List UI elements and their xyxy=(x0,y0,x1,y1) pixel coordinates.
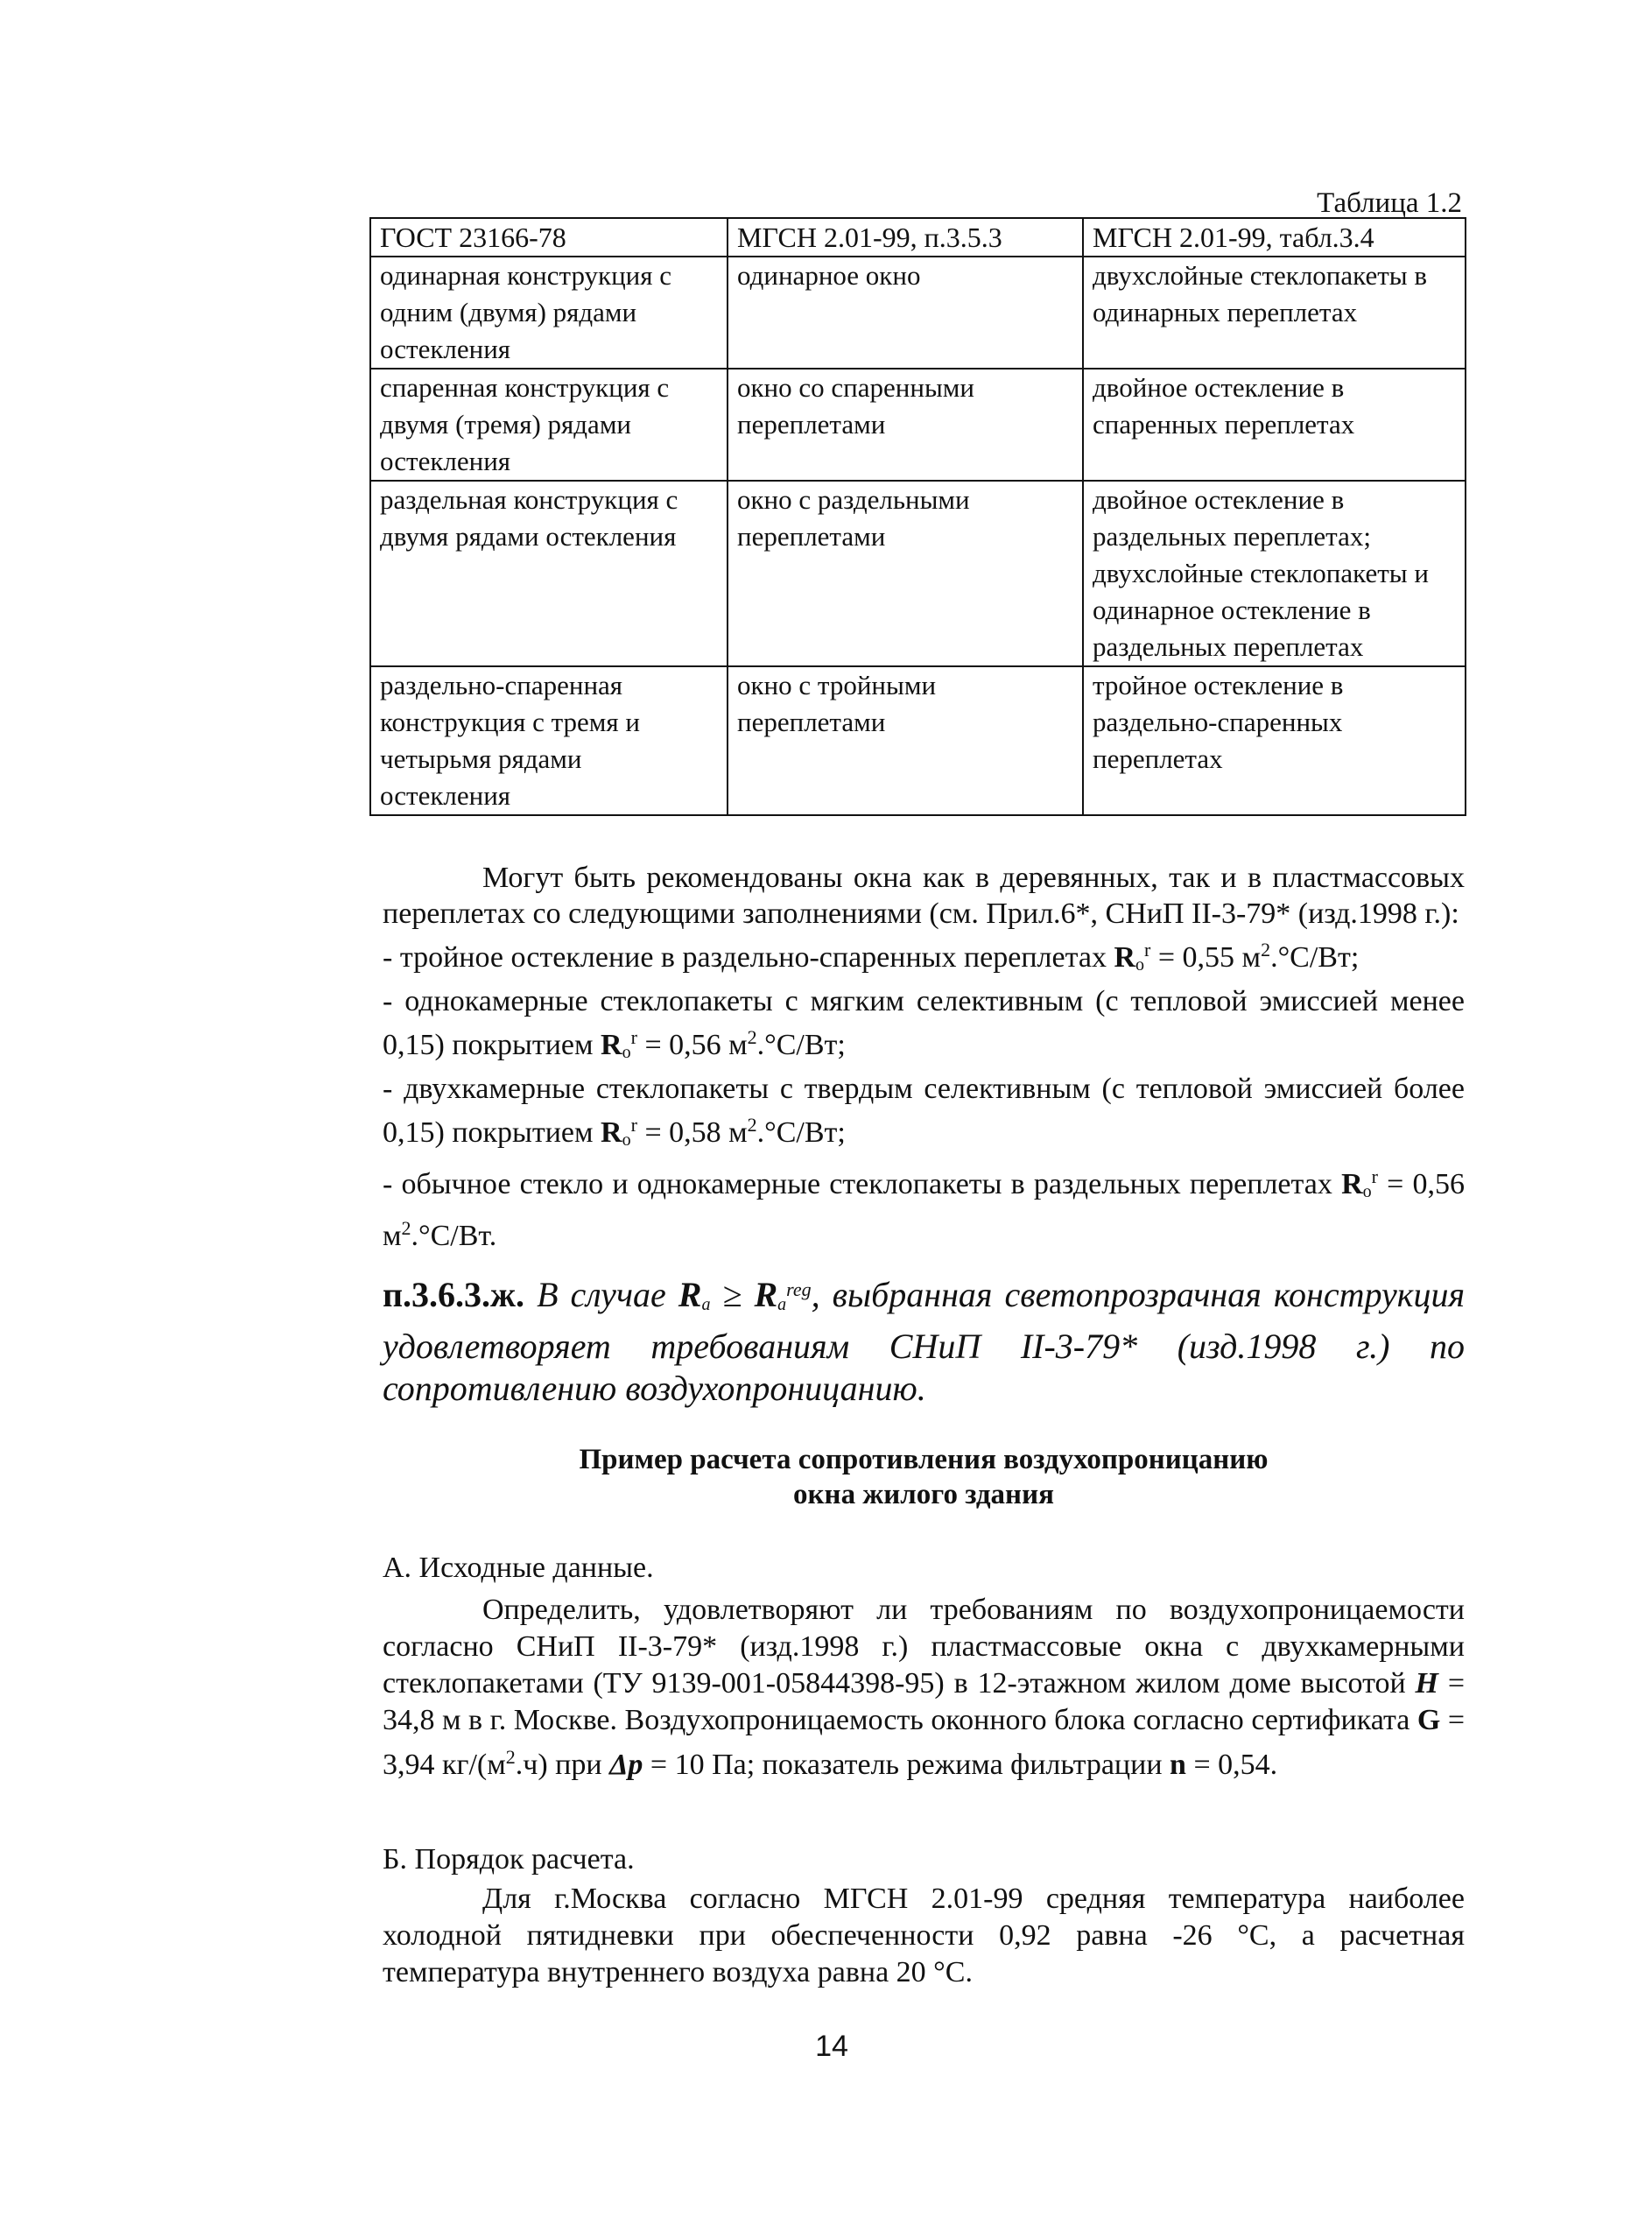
clause-ref: п.3.6.3.ж. xyxy=(383,1275,525,1314)
table-cell: двойное остекление в спаренных переплетах xyxy=(1083,369,1466,481)
table-row xyxy=(370,666,1466,815)
header-cell: МГСН 2.01-99, табл.3.4 xyxy=(1083,218,1466,257)
section-b-text: Для г.Москва согласно МГСН 2.01-99 средняя температура наиболее холодной пятидневки при обеспеченности 0,92 равна -26 °С, а расчетная температура внутреннего воздуха равна 20 °С. xyxy=(383,1883,1465,1988)
table-cell: двойное остекление в раздельных переплетах; двухслойные стеклопакеты и одинарное остекление в раздельных переплетах xyxy=(1083,481,1466,666)
section-b-heading: Б. Порядок расчета. xyxy=(383,1843,635,1876)
table-row xyxy=(370,369,1466,481)
table-cell: раздельная конструкция с двумя рядами остекления xyxy=(370,481,728,666)
table-cell: окно со спаренными переплетами xyxy=(728,369,1083,481)
glazing-comparison-table xyxy=(369,217,1466,816)
table-caption: Таблица 1.2 xyxy=(1317,187,1462,219)
recommendation-item: - тройное остекление в раздельно-спаренных переплетах $R_o^r = 0,55$ $м^2.^\circ С/Вт$; xyxy=(383,939,1360,975)
clause-paragraph: п.3.6.3.ж. В случае $R_a \ge R_a^{reg}$, выбранная светопрозрачная конструкция удовлетворяет требованиям СНиП II-3-79* (изд.1998 г.) по сопротивлению воздухопроницанию. xyxy=(383,1275,1466,1408)
table-row xyxy=(370,257,1466,369)
recommendation-item: - однокамерные стеклопакеты с мягким селективным (с тепловой эмиссией менее 0,15) покрытием $R_o^r = 0,56$ $м^2.^\circ С/Вт$; xyxy=(383,985,1465,1062)
recommendation-item: - двухкамерные стеклопакеты с твердым селективным (с тепловой эмиссией более 0,15) покрытием $R_o^r = 0,58$ $м^2.^\circ С/Вт$; xyxy=(383,1073,1465,1150)
recommendation-block xyxy=(383,860,1465,1254)
section-a-heading: А. Исходные данные. xyxy=(383,1552,654,1584)
table-cell: одинарная конструкция с одним (двумя) рядами остекления xyxy=(370,257,728,369)
recommendation-intro: Могут быть рекомендованы окна как в деревянных, так и в пластмассовых переплетах со следующими заполнениями (см. Прил.6*, СНиП II-3-79* (изд.1998 г.): xyxy=(383,862,1465,930)
table-cell: окно с тройными переплетами xyxy=(728,666,1083,815)
example-heading: Пример расчета сопротивления воздухопроницанию окна жилого здания xyxy=(579,1444,1269,1510)
header-cell: МГСН 2.01-99, п.3.5.3 xyxy=(728,218,1083,257)
table-cell: двухслойные стеклопакеты в одинарных переплетах xyxy=(1083,257,1466,369)
table-cell: спаренная конструкция с двумя (тремя) рядами остекления xyxy=(370,369,728,481)
table-cell: одинарное окно xyxy=(728,257,1083,369)
table-header-row xyxy=(370,218,1466,257)
table-cell: раздельно-спаренная конструкция с тремя и четырьмя рядами остекления xyxy=(370,666,728,815)
table-row xyxy=(370,481,1466,666)
header-cell: ГОСТ 23166-78 xyxy=(370,218,728,257)
table-cell: тройное остекление в раздельно-спаренных переплетах xyxy=(1083,666,1466,815)
recommendation-item: - обычное стекло и однокамерные стеклопакеты в раздельных переплетах $R_o^r = 0,56$ $м^2.^\circ С/Вт$. xyxy=(383,1165,1466,1252)
page-number: 14 xyxy=(815,2030,848,2063)
section-a-text: Определить, удовлетворяют ли требованиям по воздухопроницаемости согласно СНиП II-3-79* (изд.1998 г.) пластмассовые окна с двухкамерными стеклопакетами (ТУ 9139-001-05844398-95) в 12-этажном жилом доме высотой H = 34,8 м в г. Москве. Воздухопроницаемость оконного блока согласно сертификата G = 3,94 $кг/(м^2.ч)$ при Δp = 10 Па; показатель режима фильтрации n = 0,54. xyxy=(383,1594,1465,1781)
table-cell: окно с раздельными переплетами xyxy=(728,481,1083,666)
